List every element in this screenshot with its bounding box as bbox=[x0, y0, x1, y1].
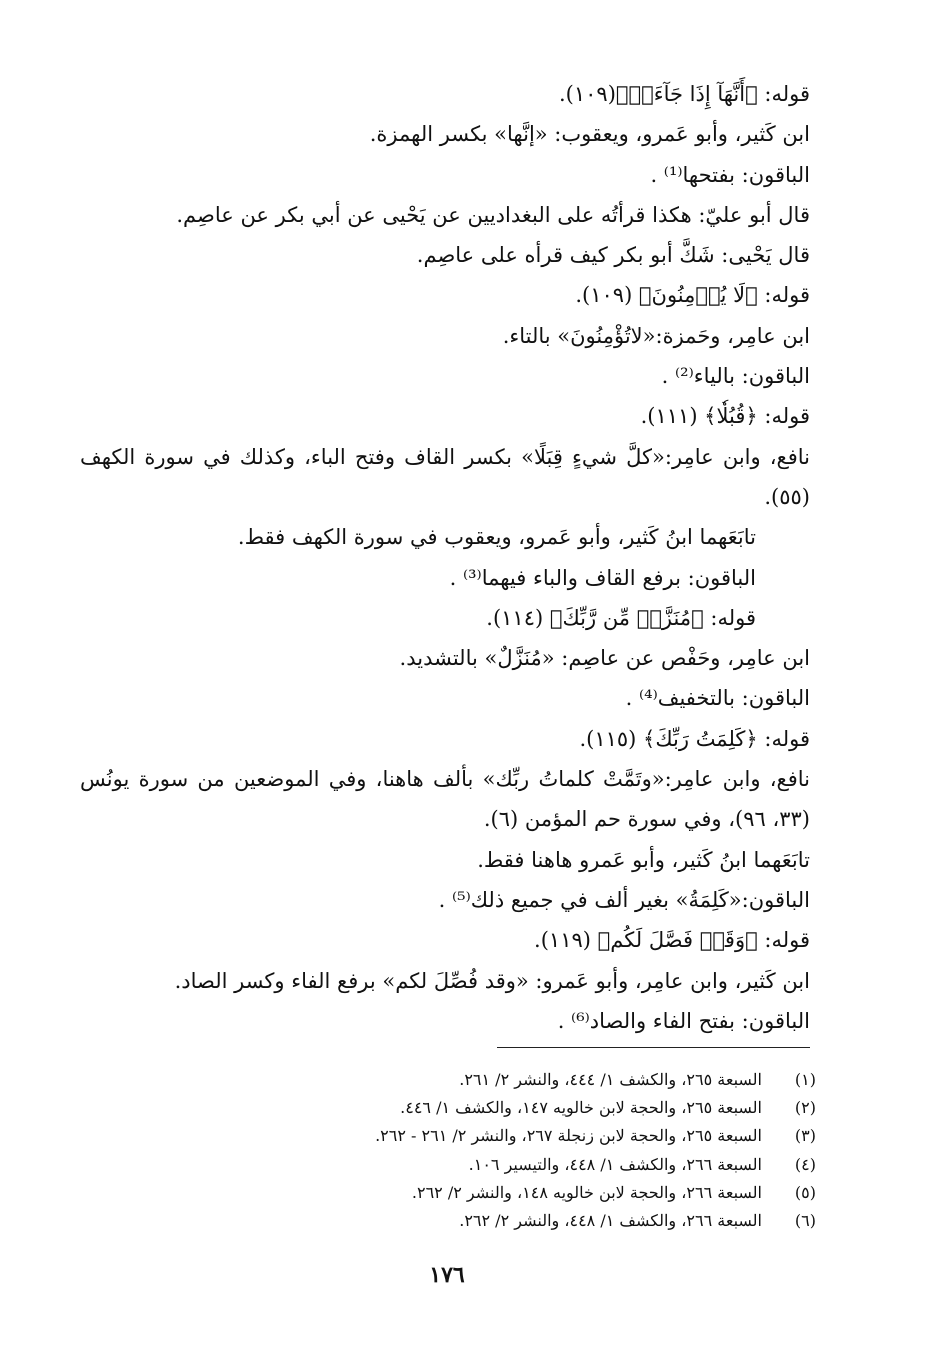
verse-heading-114: قوله: ﴿مُنَزَّلٞ مِّن رَّبِّكَ﴾ (١١٤). bbox=[486, 605, 756, 630]
footnote-text: السبعة ٢٦٦، والكشف ١/ ٤٤٨، والنشر ٢/ ٢٦٢. bbox=[459, 1211, 762, 1231]
main-text bbox=[80, 74, 810, 1041]
footnote-text: السبعة ٢٦٥، والحجة لابن زنجلة ٢٦٧، والنشر ٢/ ٢٦١ - ٢٦٢. bbox=[375, 1126, 762, 1146]
reading-line: ابن عامِر، وحَمزة:«لاتُؤْمِنُونَ» بالتاء. bbox=[502, 323, 810, 348]
footnote-divider bbox=[497, 1047, 810, 1048]
footnote-item bbox=[216, 1066, 816, 1094]
verse-heading-109b: قوله: ﴿لَا يُؤۡمِنُونَ﴾ (١٠٩). bbox=[575, 283, 810, 308]
footnote-text: السبعة ٢٦٦، والكشف ١/ ٤٤٨، والتيسير ١٠٦. bbox=[468, 1154, 762, 1174]
footnote-number: (٦) bbox=[794, 1211, 816, 1231]
footnote-text: السبعة ٢٦٥، والحجة لابن خالويه ١٤٧، والكشف ١/ ٤٤٦. bbox=[400, 1098, 762, 1118]
footnote-number: (٥) bbox=[794, 1182, 816, 1202]
footnotes bbox=[216, 1066, 816, 1235]
reading-line: قال أبو عليّ: هكذا قرأتُه على البغداديين عن يَحْيى عن أبي بكر عن عاصِم. bbox=[176, 202, 810, 227]
footnote-item bbox=[216, 1207, 816, 1235]
reading-line: الباقون: بالياء⁽²⁾ . bbox=[661, 364, 810, 389]
footnote-item bbox=[216, 1179, 816, 1207]
page-number: ١٧٦ bbox=[429, 1262, 465, 1288]
footnote-number: (١) bbox=[794, 1070, 816, 1089]
verse-heading-109a: قوله: ﴿أَنَّهَآ إِذَا جَآءَتۡ﴾(١٠٩). bbox=[559, 82, 810, 106]
reading-line: قال يَحْيى: شَكَّ أبو بكر كيف قرأه على عاصِم. bbox=[416, 243, 810, 268]
footnote-number: (٢) bbox=[794, 1098, 816, 1118]
reading-line: الباقون: بالتخفيف⁽⁴⁾ . bbox=[625, 686, 810, 711]
reading-line: الباقون: برفع القاف والباء فيهما⁽³⁾ . bbox=[449, 565, 756, 590]
verse-heading-111: قوله: ﴿قُبُلٗا﴾ (١١١). bbox=[640, 404, 810, 429]
reading-line: الباقون: بفتحها⁽¹⁾ . bbox=[650, 162, 810, 187]
verse-heading-115: قوله: ﴿كَلِمَتُ رَبِّكَ﴾ (١١٥). bbox=[579, 726, 810, 751]
footnote-item bbox=[216, 1094, 816, 1122]
footnote-number: (٤) bbox=[794, 1154, 816, 1174]
reading-paragraph: نافع، وابن عامِر:«كلَّ شيءٍ قِبَلًا» بكسر القاف وفتح الباء، وكذلك في سورة الكهف (٥٥). bbox=[80, 444, 810, 509]
reading-paragraph: نافع، وابن عامِر:«وتَمَّتْ كلماتُ ربِّك» بألف هاهنا، وفي الموضعين من سورة يونُس (٣٣، ٩٦)، وفي سورة حم المؤمن (٦). bbox=[80, 767, 810, 832]
footnote-item bbox=[216, 1122, 816, 1150]
reading-line: ابن كَثير، وأبو عَمرو، ويعقوب: «إنَّها» بكسر الهمزة. bbox=[369, 122, 810, 147]
reading-line: تابَعَهما ابنُ كَثير، وأبو عَمرو هاهنا فقط. bbox=[477, 847, 810, 872]
footnote-item bbox=[216, 1151, 816, 1179]
footnote-text: السبعة ٢٦٥، والكشف ١/ ٤٤٤، والنشر ٢/ ٢٦١. bbox=[459, 1070, 762, 1089]
footnote-number: (٣) bbox=[794, 1126, 816, 1146]
reading-line: ابن عامِر، وحَفْص عن عاصِم: «مُنَزَّلٌ» بالتشديد. bbox=[399, 646, 810, 671]
reading-line: الباقون: بفتح الفاء والصاد⁽⁶⁾ . bbox=[557, 1008, 810, 1033]
reading-line: تابَعَهما ابنُ كَثير، وأبو عَمرو، ويعقوب في سورة الكهف فقط. bbox=[237, 525, 756, 550]
reading-line: الباقون:«كَلِمَةُ» بغير ألف في جميع ذلك⁽⁵⁾ . bbox=[438, 887, 810, 912]
footnote-text: السبعة ٢٦٦، والحجة لابن خالويه ١٤٨، والنشر ٢/ ٢٦٢. bbox=[411, 1182, 762, 1202]
verse-heading-119: قوله: ﴿وَقَدۡ فَصَّلَ لَكُم﴾ (١١٩). bbox=[534, 928, 810, 953]
reading-line: ابن كَثير، وابن عامِر، وأبو عَمرو: «وقد فُصِّلَ لكم» برفع الفاء وكسر الصاد. bbox=[174, 968, 810, 993]
